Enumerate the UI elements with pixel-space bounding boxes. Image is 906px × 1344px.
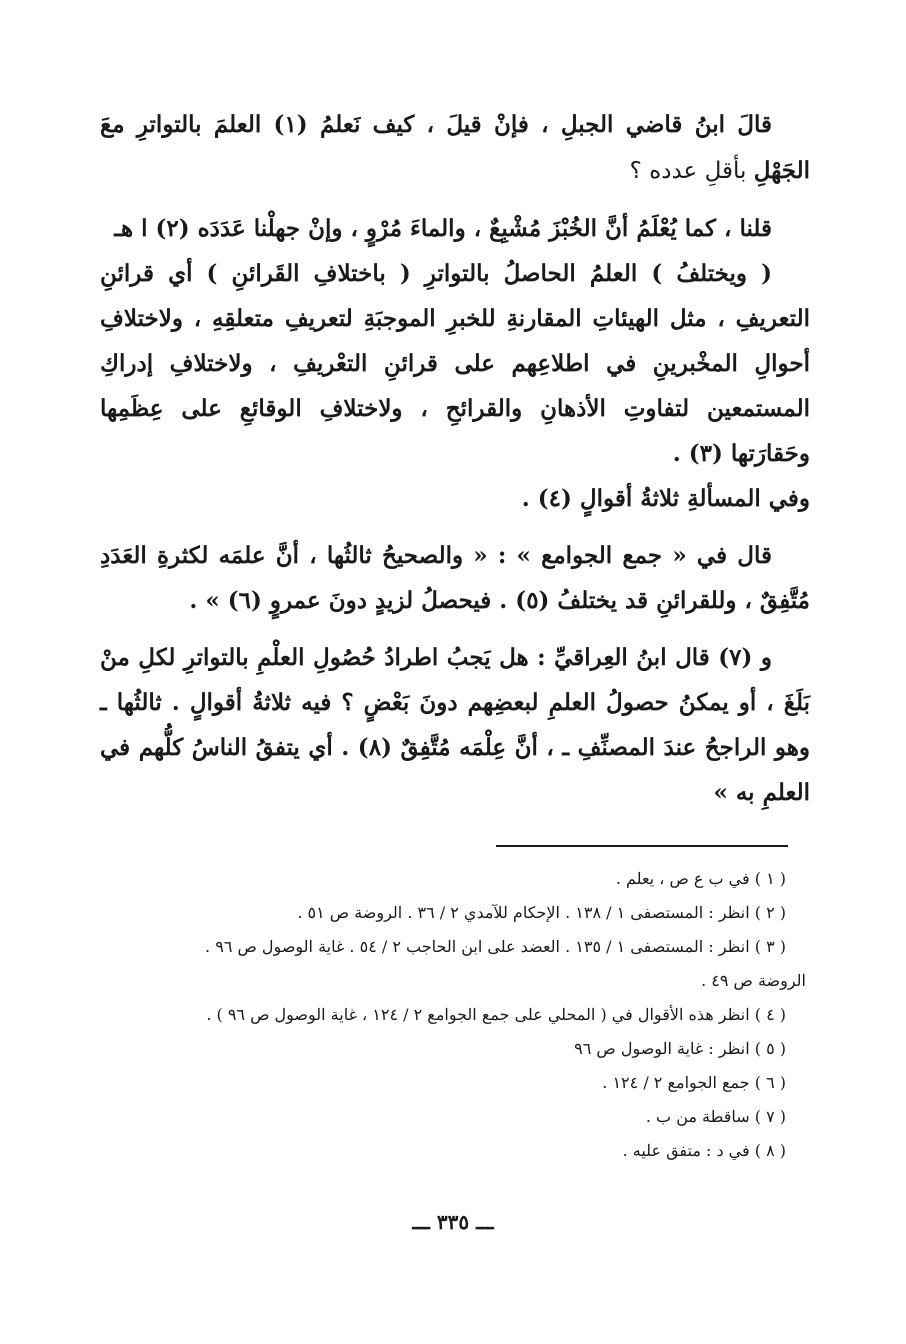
footnote-item: ( ٧ ) ساقطة من ب . bbox=[645, 1107, 786, 1126]
paragraph-1 bbox=[100, 102, 810, 194]
paragraph-2: قلنا ، كما يُعْلَمُ أنَّ الخُبْزَ مُشْبِعٌ ، والماءَ مُرْوٍ ، وإنْ جهلْنا عَدَدَه (٢) ا هـ bbox=[114, 215, 772, 242]
footnote-item: الروضة ص ٤٩ . bbox=[701, 971, 806, 990]
footnote-item: ( ٦ ) جمع الجوامع ٢ / ١٢٤ . bbox=[602, 1073, 786, 1092]
paragraph-1-line-1: قالَ ابنُ قاضي الجبلِ ، فإنْ قيلَ ، كيف نَعلمُ (١) العلمَ بالتواترِ معَ الجَهْلِ bbox=[100, 111, 810, 184]
footnotes bbox=[100, 862, 806, 1168]
footnote-divider bbox=[496, 845, 788, 847]
footnote-item: ( ١ ) في ب ع ص ، يعلم . bbox=[615, 869, 786, 888]
footnote-item: ( ٨ ) في د : متفق عليه . bbox=[622, 1141, 786, 1160]
paragraph-5: قال في « جمع الجوامع » : « والصحيحُ ثالثُها ، أنَّ علمَه لكثرةِ العَدَدِ مُتَّفِقٌ ، وللقرائنِ قد يختلفُ (٥) . فيحصلُ لزيدٍ دونَ عمروٍ (٦) » . bbox=[100, 542, 810, 614]
page-number: ـــ ٣٣٥ ـــ bbox=[412, 1210, 494, 1234]
footnote-item: ( ٥ ) انظر : غاية الوصول ص ٩٦ bbox=[574, 1039, 786, 1058]
paragraph-6: و (٧) قال ابنُ العِراقيِّ : هل يَجبُ اطرادُ حُصُولِ العلْمِ بالتواترِ لكلِ منْ بَلَغَ ، أو يمكنُ حصولُ العلمِ لبعضِهم دونَ بَعْضٍ ؟ فيه ثلاثةُ أقوالٍ . ثالثُها ـ وهو الراجحُ عندَ المصنِّفِ ـ ، أنَّ عِلْمَه مُتَّفِقٌ (٨) . أي يتفقُ الناسُ كلُّهم في العلمِ به » bbox=[100, 644, 810, 806]
paragraph-4: وفي المسألةِ ثلاثةُ أقوالٍ (٤) . bbox=[521, 485, 810, 512]
paragraph-3: ( ويختلفُ ) العلمُ الحاصلُ بالتواترِ ( باختلافِ القَرائنِ ) أي قرائنِ التعريفِ ، مثل الهيئاتِ المقارنةِ للخبرِ الموجبَةِ لتعريفِ متعلقِهِ ، ولاختلافِ أحوالِ المخْبرينِ في اطلاعِهم على قرائنِ التعْريفِ ، ولاختلافِ إدراكِ المستمعين لتفاوتِ الأذهانِ والقرائحِ ، ولاختلافِ الوقائعِ على عِظَمِها وحَقارَتها (٣) . bbox=[100, 260, 810, 467]
footnote-item: ( ٣ ) انظر : المستصفى ١ / ١٣٥ . العضد على ابن الحاجب ٢ / ٥٤ . غاية الوصول ص ٩٦ . bbox=[205, 937, 786, 956]
paragraph-1-line-2: بأقلِ عدده ؟ bbox=[629, 158, 747, 184]
main-text bbox=[100, 102, 810, 815]
footnote-item: ( ٤ ) انظر هذه الأقوال في ( المحلي على جمع الجوامع ٢ / ١٢٤ ، غاية الوصول ص ٩٦ ) . bbox=[206, 1005, 786, 1024]
footnote-item: ( ٢ ) انظر : المستصفى ١ / ١٣٨ . الإحكام للآمدي ٢ / ٣٦ . الروضة ص ٥١ . bbox=[297, 903, 786, 922]
